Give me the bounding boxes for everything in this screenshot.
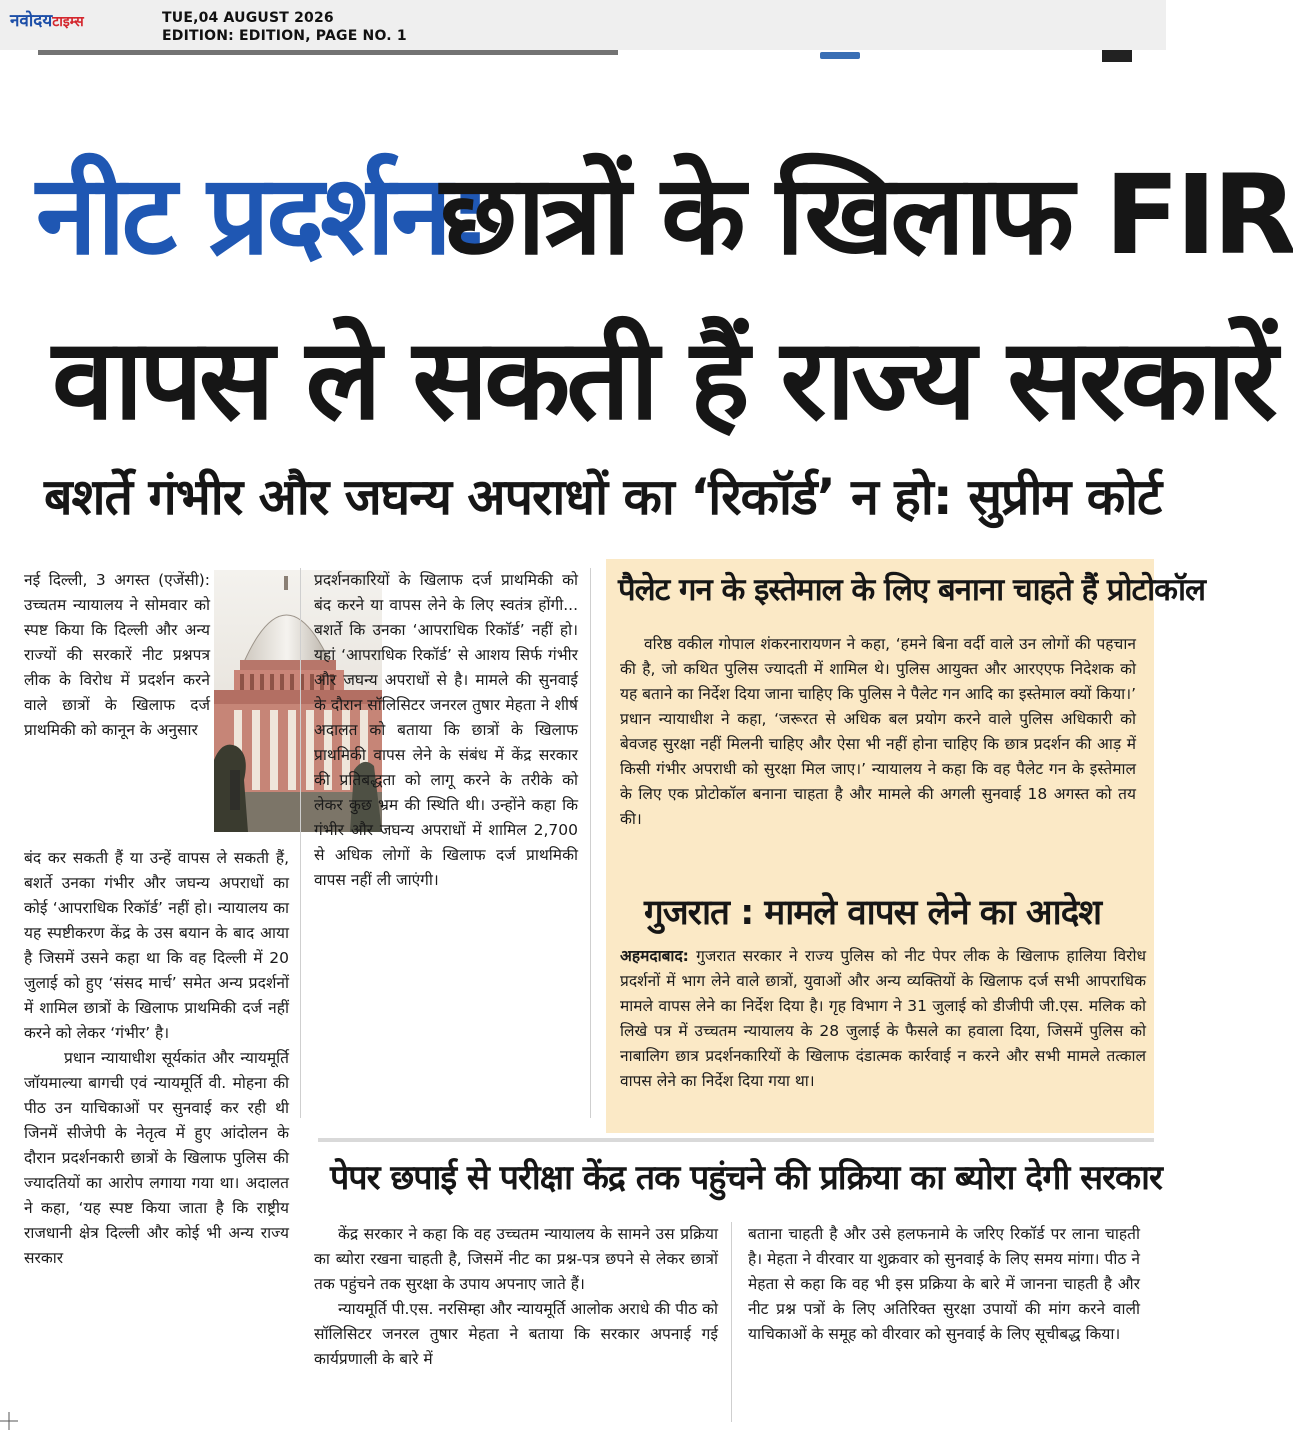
headline-line2: वापस ले सकती हैं राज्य सरकारें [52,315,1274,445]
article-para: प्रदर्शनकारियों के खिलाफ दर्ज प्राथमिकी को बंद करने या वापस लेने के लिए स्वतंत्र होंगी... बशर्ते कि उनका ‘आपराधिक रिकॉर्ड’ नहीं हो। यहां ‘आपराधिक रिकॉर्ड’ से आशय सिर्फ गंभीर और जघन्य अपराधों से है। मामले की सुनवाई के दौरान सॉलिसिटर जनरल तुषार मेहता ने शीर्ष अदालत को बताया कि छात्रों के खिलाफ प्राथमिकी वापस लेने के संबंध में केंद्र सरकार की प्रतिबद्धता को लागू करने के तरीके को लेकर कुछ भ्रम की स्थिति थी। उन्होंने कहा कि गंभीर और जघन्य अपराधों में शामिल 2,700 से अधिक लोगों के खिलाफ दर्ज प्राथमिकी वापस नहीं ली जाएंगी। [314,571,578,889]
box-para-1 [620,632,1136,832]
box-heading-gujarat: गुजरात : मामले वापस लेने का आदेश [644,893,1102,933]
logo-main: नवोदय [10,11,53,31]
article-para [620,944,1146,1094]
crop-mark-icon [0,1412,18,1430]
logo-sub: टाइम्स [52,14,84,30]
article-para: न्यायमूर्ति पी.एस. नरसिम्हा और न्यायमूर्ति आलोक अराधे की पीठ को सॉलिसिटर जनरल तुषार मेहता ने बताया कि सरकार अपनाई गई कार्यप्रणाली के बारे में [314,1300,718,1368]
article-para: बताना चाहती है और उसे हलफनामे के जरिए रिकॉर्ड पर लाना चाहती है। मेहता ने वीरवार या शुक्रवार को सुनवाई के लिए समय मांगा। पीठ ने मेहता से कहा कि वह भी इस प्रक्रिया के बारे में जानना चाहती है और नीट प्रश्न पत्रों के लिए अतिरिक्त सुरक्षा उपायों की मांग करने वाली याचिकाओं के समूह को वीरवार को सुनवाई के लिए सूचीबद्ध किया। [748,1225,1140,1343]
column-rule [300,568,301,1118]
dateline [162,9,407,45]
newspaper-logo [10,8,140,38]
article-para: प्रधान न्यायाधीश सूर्यकांत और न्यायमूर्ति जॉयमाल्या बागची एवं न्यायमूर्ति वी. मोहना की पीठ उन याचिकाओं पर सुनवाई कर रही थी जिनमें सीजेपी के नेतृत्व में हुए आंदोलन के दौरान प्रदर्शनकारी छात्रों के खिलाफ पुलिस की ज्यादतियों का आरोप लगाया गया था। अदालत ने कहा, ‘यह स्पष्ट किया जाता है कि राष्ट्रीय राजधानी क्षेत्र दिल्ली और कोई भी अन्य राज्य सरकार [24,1049,289,1267]
section-divider [318,1138,1154,1142]
edition-info: EDITION: EDITION, PAGE NO. 1 [162,28,407,44]
issue-date: TUE,04 AUGUST 2026 [162,10,334,26]
headline-blue-part: नीट प्रदर्शन: [36,151,489,279]
box-heading-pellet-gun: पैलेट गन के इस्तेमाल के लिए बनाना चाहते हैं प्रोटोकॉल [618,572,1206,608]
article-para: नई दिल्ली, 3 अगस्त (एजेंसी): उच्चतम न्यायालय ने सोमवार को स्पष्ट किया कि दिल्ली और अन्य राज्यों की सरकारें नीट प्रश्नपत्र लीक के विरोध में प्रदर्शन करने वाले छात्रों के खिलाफ दर्ज प्राथमिकी को कानून के अनुसार [24,571,210,739]
folio-marker [820,52,860,59]
bottom-heading: पेपर छपाई से परीक्षा केंद्र तक पहुंचने की प्रक्रिया का ब्योरा देगी सरकार [330,1158,1162,1198]
article-para: केंद्र सरकार ने कहा कि वह उच्चतम न्यायालय के सामने उस प्रक्रिया का ब्योरा रखना चाहती है, जिसमें नीट का प्रश्न-पत्र छपने से लेकर छात्रों तक पहुंचने तक सुरक्षा के उपाय अपनाए जाते हैं। [314,1225,718,1293]
article-text: गुजरात सरकार ने राज्य पुलिस को नीट पेपर लीक के खिलाफ हालिया विरोध प्रदर्शनों में भाग लेने वाले छात्रों, युवाओं और अन्य व्यक्तियों के खिलाफ दर्ज सभी आपराधिक मामले वापस लेने का निर्देश दिया है। गृह विभाग ने 31 जुलाई को डीजीपी जी.एस. मलिक को लिखे पत्र में उच्चतम न्यायालय के 28 जुलाई के फैसले का हवाला दिया, जिसमें पुलिस को नाबालिग छात्र प्रदर्शनकारियों के खिलाफ दंडात्मक कार्रवाई न करने और सभी मामले तत्काल वापस लेने का निर्देश दिया गया था। [620,947,1146,1090]
bottom-col-1 [314,1222,718,1372]
subheadline: बशर्ते गंभीर और जघन्य अपराधों का ‘रिकॉर्ड’ न हो: सुप्रीम कोर्ट [44,468,1162,526]
dateline-kicker: अहमदाबाद: [620,947,689,965]
article-para: वरिष्ठ वकील गोपाल शंकरनारायणन ने कहा, ‘हमने बिना वर्दी वाले उन लोगों की पहचान की है, जो कथित पुलिस ज्यादती में शामिल थे। पुलिस आयुक्त और आरएएफ निदेशक को यह बताने का निर्देश दिया जाना चाहिए कि पुलिस ने पैलेट गन आदि का इस्तेमाल क्यों किया।’ प्रधान न्यायाधीश ने कहा, ‘जरूरत से अधिक बल प्रयोग करने वाले पुलिस अधिकारी को बेवजह सुरक्षा नहीं मिलनी चाहिए और ऐसा भी नहीं होना चाहिए कि छात्र प्रदर्शन की आड़ में किसी गंभीर अपराधी को सुरक्षा मिल जाए।’ न्यायालय ने कहा कि वह पैलेट गन के इस्तेमाल के लिए एक प्रोटोकॉल बनाना चाहता है और मामले की अगली सुनवाई 18 अगस्त को तय की। [620,635,1136,828]
folio-block [1102,50,1132,62]
bottom-col-2 [748,1222,1140,1347]
column-rule [731,1222,732,1422]
page-folio-strip [0,50,1140,68]
article-col-a-bottom [24,846,289,1271]
box-para-2 [620,944,1146,1094]
article-col-b [314,568,578,893]
article-para: बंद कर सकती हैं या उन्हें वापस ले सकती हैं, बशर्ते उनका गंभीर और जघन्य अपराधों का कोई ‘आपराधिक रिकॉर्ड’ नहीं हो। न्यायालय का यह स्पष्टीकरण केंद्र के उस बयान के बाद आया है जिसमें उसने कहा था कि वह दिल्ली में 20 जुलाई को हुए ‘संसद मार्च’ समेत अन्य प्रदर्शनों में शामिल छात्रों के खिलाफ प्राथमिकी दर्ज नहीं करने को लेकर ‘गंभीर’ है। [24,849,289,1042]
folio-text-strip [38,50,618,65]
column-rule [590,568,591,1118]
headline-line1: छात्रों के खिलाफ FIR [440,151,1293,279]
article-col-a-top [24,568,210,743]
